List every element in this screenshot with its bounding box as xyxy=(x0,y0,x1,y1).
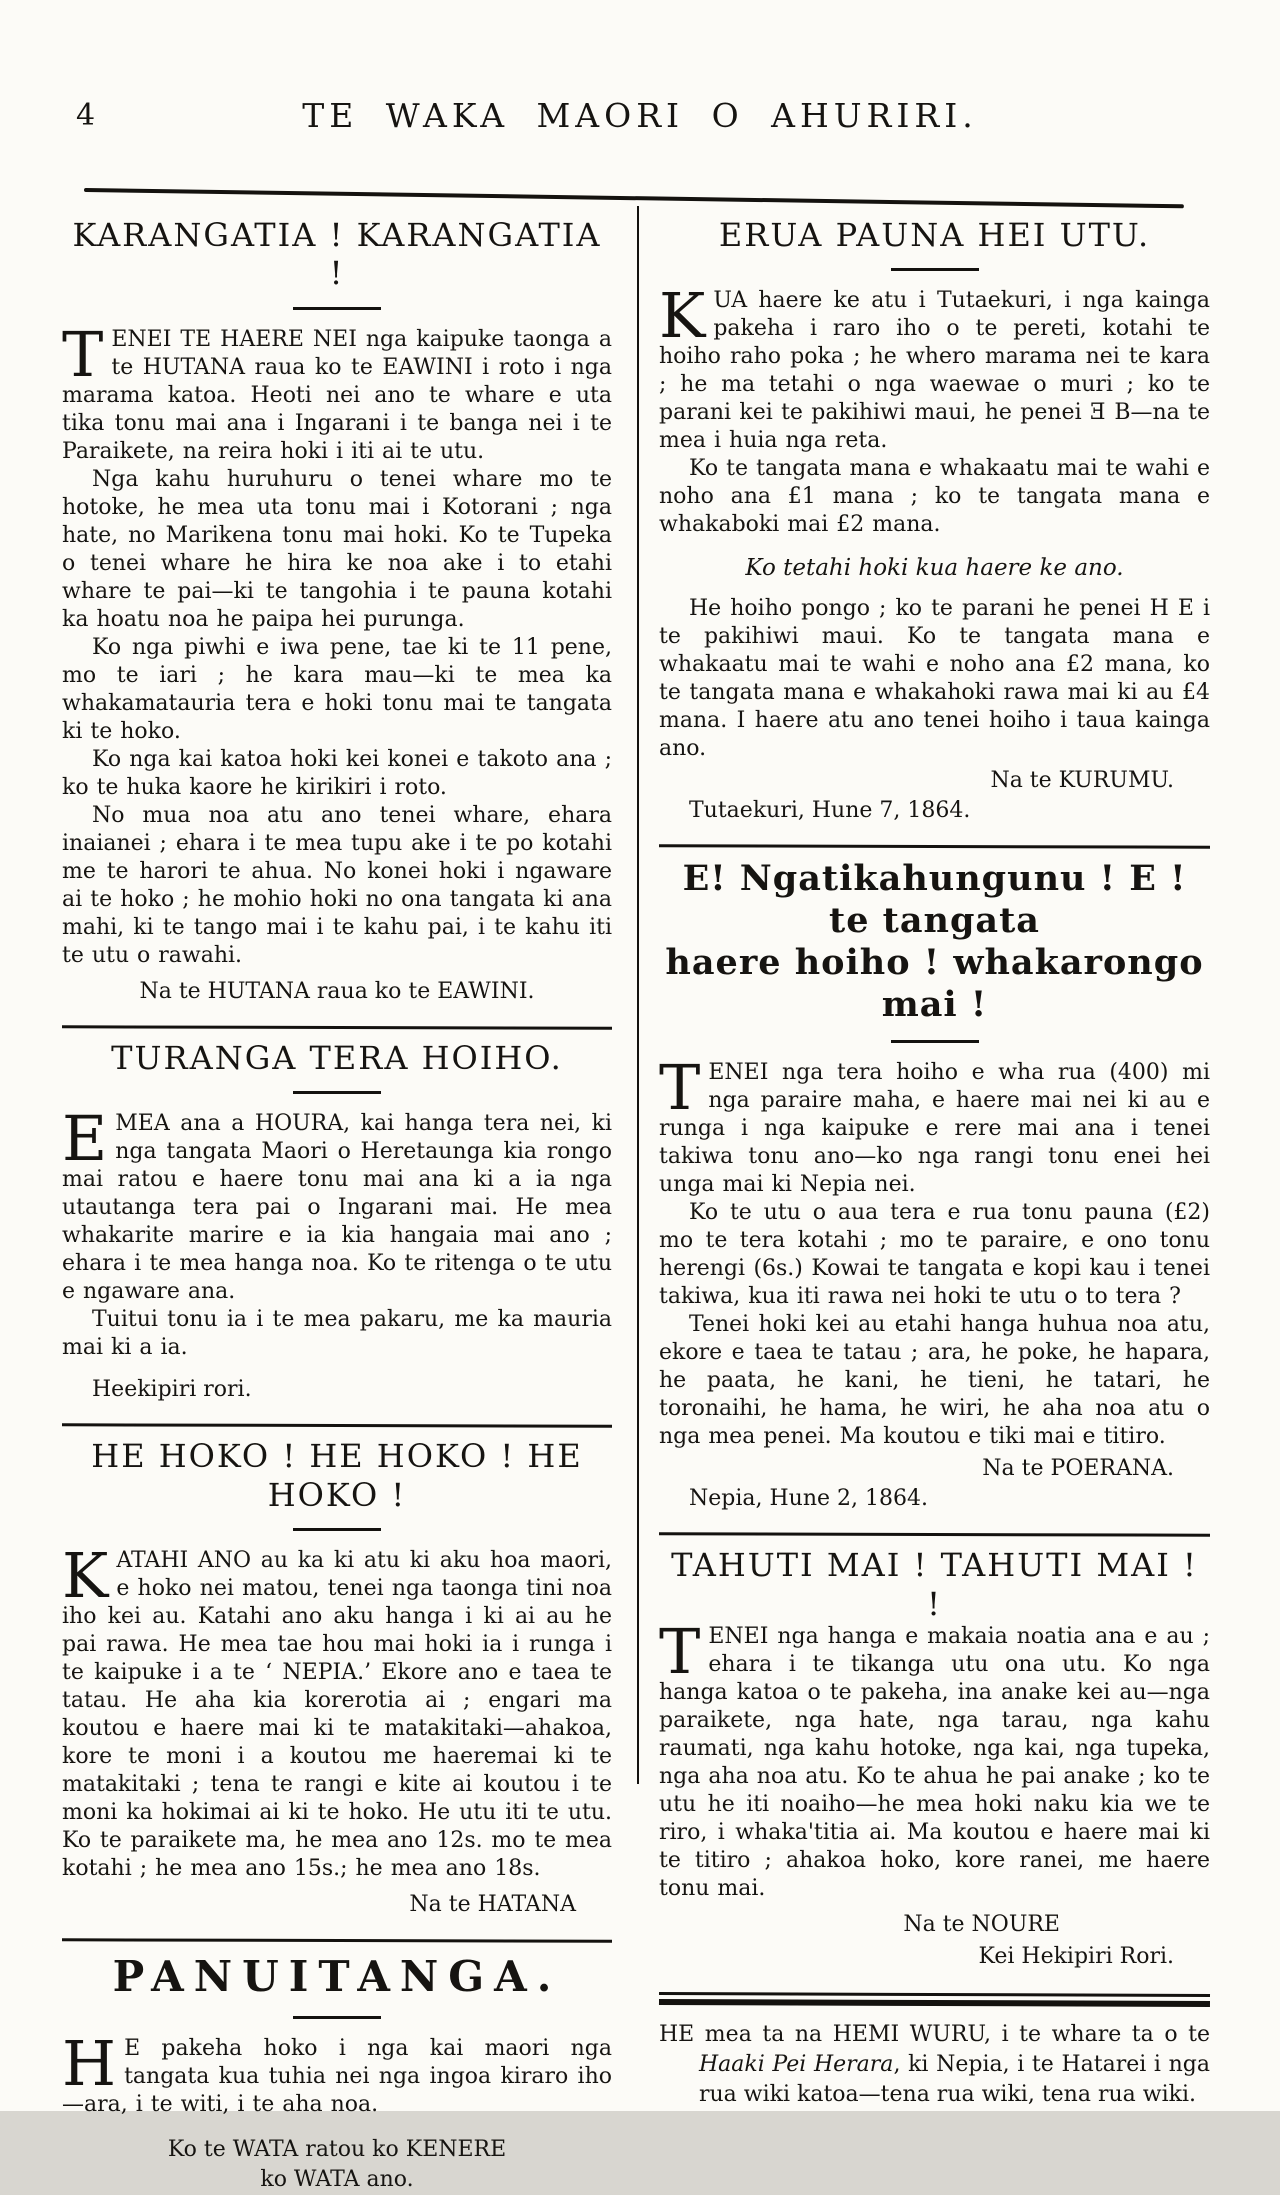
article-paragraph xyxy=(659,1615,1210,1903)
colophon-text: HE mea ta na HEMI WURU, i te whare ta o te xyxy=(659,2022,1210,2048)
heading-rule xyxy=(293,2016,381,2019)
article-paragraph: Ko nga kai katoa hoki kei konei e takoto ana ; ko te huka kaore he kirikiri i roto. xyxy=(62,746,612,800)
article-paragraph xyxy=(62,1102,612,1306)
article-heading-turanga: TURANGA TERA HOIHO. xyxy=(111,1038,563,1077)
signature: Heekipiri rori. xyxy=(92,1377,252,1403)
column-divider xyxy=(637,206,639,1784)
page-number: 4 xyxy=(76,98,96,133)
article-heading-panuitanga: PANUITANGA. xyxy=(112,1951,562,2001)
heading-rule xyxy=(293,1528,381,1531)
article-paragraph: No mua noa atu ano tenei whare, ehara inaianei ; ehara i te mea tupu ake i te po kotahi me te harori te ahua. No konei hoki i ngaware ai te hoko ; he mohio hoki no ona tangata ki ana mahi, ki te tango mai i te kahu pai, i te kahu iti te utu o rawahi. xyxy=(62,802,612,968)
dateline: Tutaekuri, Hune 7, 1864. xyxy=(689,798,971,824)
section-rule xyxy=(62,1938,612,1942)
article-paragraph: Nga kahu huruhuru o tenei whare mo te hotoke, he mea uta tonu mai i Kotorani ; nga hate, no Marikena tonu mai hoki. Ko te Tupeka o tenei whare he hira ke noa ake i to etahi whare te pai—ki te tangohia i te pauna kotahi ka hoatu noa he paipa hei purunga. xyxy=(62,466,612,632)
article-paragraph xyxy=(62,1538,612,1883)
article-heading-tahuti-mai: TAHUTI MAI ! TAHUTI MAI ! ! xyxy=(671,1546,1198,1623)
heading-rule xyxy=(891,268,979,271)
heading-rule xyxy=(293,1091,381,1094)
paragraph-text: ENEI TE HAERE NEI nga kaipuke taonga a te HUTANA raua ko te EAWINI i roto i nga marama katoa. Heoti nei ano te whare e uta tika tonu mai ana i Ingarani i te banga nei i te Paraikete, na reira hoki i iti ai te utu. xyxy=(62,326,612,464)
heading-rule xyxy=(891,1040,979,1043)
drop-cap: T xyxy=(659,1615,701,1689)
paragraph-text: E pakeha hoko i nga kai maori nga tangata kua tuhia nei nga ingoa kiraro iho—ara, i te witi, i te aha noa. xyxy=(62,2036,612,2118)
dateline: Nepia, Hune 2, 1864. xyxy=(689,1486,928,1512)
drop-cap: T xyxy=(659,1051,701,1125)
section-rule xyxy=(659,1533,1210,1537)
signature: Na te HUTANA raua ko te EAWINI. xyxy=(139,978,535,1004)
section-rule xyxy=(62,1025,612,1029)
article-paragraph: Ko te utu o aua tera e rua tonu pauna (£2) mo te tera kotahi ; mo te paraire, e ono tonu herengi (6s.) Kowai te tangata e kopi kau i tenei takiwa, kua iti rawa nei hoki te utu o to tera ? xyxy=(659,1200,1210,1310)
signature-line: Ko te WATA ratou ko KENERE xyxy=(167,2137,507,2163)
article-paragraph: Ko te tangata mana e whakaatu mai te wahi e noho ana £1 mana ; ko te tangata mana e whakaboki mai £2 mana. xyxy=(659,456,1210,538)
paragraph-text: ENEI nga hanga e makaia noatia ana e au ; ehara i te tikanga utu ona utu. Ko nga hanga katoa o te pakeha, ina anake kei au—nga paraikete, nga hate, nga tarau, nga kahu raumati, nga kahu hotoke, nga kai, nga tupeka, nga aha noa atu. Ko te ahua he pai anake ; ko te utu he iti noaiho—he mea hoki naku kia we te riro, i whaka'titia ai. Ma koutou e haere mai ki te titiro ; ahakoa hoko, kore ranei, me haere tonu mai. xyxy=(659,1624,1210,1902)
drop-cap: E xyxy=(62,1102,108,1176)
section-rule xyxy=(659,845,1210,849)
article-paragraph: Ko nga piwhi e iwa pene, tae ki te 11 pene, mo te iari ; he kara mau—ki te mea ka whakamatauria tera e hoki tonu mai te tangata ki te hoko. xyxy=(62,634,612,744)
heading-rule xyxy=(293,307,381,310)
signature: Kei Hekipiri Rori. xyxy=(978,1944,1174,1970)
article-heading-karangatia: KARANGATIA ! KARANGATIA ! xyxy=(72,216,602,293)
colophon xyxy=(659,2020,1210,2110)
signature: Na te NOURE xyxy=(903,1912,1060,1938)
drop-cap: K xyxy=(659,279,706,353)
paragraph-text: ENEI nga tera hoiho e wha rua (400) mi nga paraire maha, e haere mai nei ki au e runga i nga kaipuke e rere mai ana i tenei takiwa tonu ano—ko nga rangi tonu enei hei unga mai ki Nepia nei. xyxy=(659,1060,1210,1198)
article-paragraph xyxy=(62,317,612,466)
left-column xyxy=(62,206,612,2195)
article-paragraph: Tenei hoki kei au etahi hanga huhua noa atu, ekore e taea te tatau ; ara, he poke, he hapara, he paata, he kani, he tieni, he tatari, he toronaihi, he hama, he wiri, he aha noa atu o nga mea penei. Ma koutou e tiki mai e titiro. xyxy=(659,1312,1210,1450)
heading-line: E! Ngatikahungunu ! E ! te tangata xyxy=(682,858,1187,942)
paragraph-text: MEA ana a HOURA, kai hanga tera nei, ki nga tangata Maori o Heretaunga kia rongo mai ratou e haere tonu mai ana ki a ia nga utautanga tera pai o Ingarani mai. He mea whakarite marire e ia kia hangaia mai ano ; ehara i te mea hanga noa. Ko te ritenga o te utu e ngaware ana. xyxy=(62,1111,612,1305)
drop-cap: K xyxy=(62,1538,109,1612)
signature-line: ko WATA ano. xyxy=(260,2167,414,2193)
signature: Na te HATANA xyxy=(409,1891,576,1917)
paragraph-text: ATAHI ANO au ka ki atu ki aku hoa maori, e hoko nei matou, tenei nga taonga tini noa iho kei au. Katahi ano aku hanga i ki ai au he pai rawa. He mea tae hou mai hoki ia i runga i te kaipuke i a te ‘ NEPIA.’ Ekore ano e taea te tatau. He aha kia korerotia ai ; engari ma koutou e haere mai ki te matakitaki—ahakoa, kore te moni i a koutou me haeremai ki te matakitaki ; tena te rangi e kite ai koutou i te moni ka hokimai ai ki te hoko. He utu iti te utu. Ko te paraikete ma, he mea ano 12s. mo te mea kotahi ; he mea ano 15s.; he mea ano 18s. xyxy=(62,1547,612,1881)
colophon-text: , ki Nepia, i te Hatarei i nga rua wiki katoa—tena rua wiki, tena rua wiki. xyxy=(699,2052,1210,2108)
article-heading-erua-pauna: ERUA PAUNA HEI UTU. xyxy=(718,216,1151,254)
colophon-italic-title: Haaki Pei Herara xyxy=(699,2052,894,2078)
signature-block xyxy=(62,2135,612,2195)
right-column xyxy=(659,206,1210,2110)
paragraph-text: UA haere ke atu i Tutaekuri, i nga kainga pakeha i raro iho o te pereti, kotahi te hoiho raho poka ; he whero marama nei te kara ; he ma tetahi o nga waewae o muri ; ko te parani kei te pakihiwi maui, he penei Ǝ B—na te mea i huia nga reta. xyxy=(659,288,1210,454)
section-rule xyxy=(62,1423,612,1427)
masthead-title: TE WAKA MAORI O AHURIRI. xyxy=(302,96,978,135)
article-paragraph xyxy=(659,279,1210,455)
signature: Na te KURUMU. xyxy=(990,768,1174,794)
italic-subheading: Ko tetahi hoki kua haere ke ano. xyxy=(745,555,1124,582)
drop-cap: H xyxy=(62,2027,117,2101)
article-heading-ngatikahungunu xyxy=(659,858,1210,1026)
signature: Na te POERANA. xyxy=(982,1456,1174,1482)
article-heading-hehoko: HE HOKO ! HE HOKO ! HE HOKO ! xyxy=(91,1437,583,1514)
article-paragraph xyxy=(62,2027,612,2119)
article-paragraph xyxy=(659,1051,1210,1199)
article-paragraph: He hoiho pongo ; ko te parani he penei H E i te pakihiwi maui. Ko te tangata mana e whakaatu mai te wahi e noho ana £2 mana, ko te tangata mana e whakahoki rawa mai ki au £4 mana. I haere atu ano tenei hoiho i taua kainga ano. xyxy=(659,596,1210,762)
article-paragraph: Tuitui tonu ia i te mea pakaru, me ka mauria mai ki a ia. xyxy=(62,1307,612,1361)
double-rule xyxy=(659,1992,1210,2007)
heading-line: haere hoiho ! whakarongo mai ! xyxy=(665,942,1204,1026)
drop-cap: T xyxy=(62,317,104,391)
